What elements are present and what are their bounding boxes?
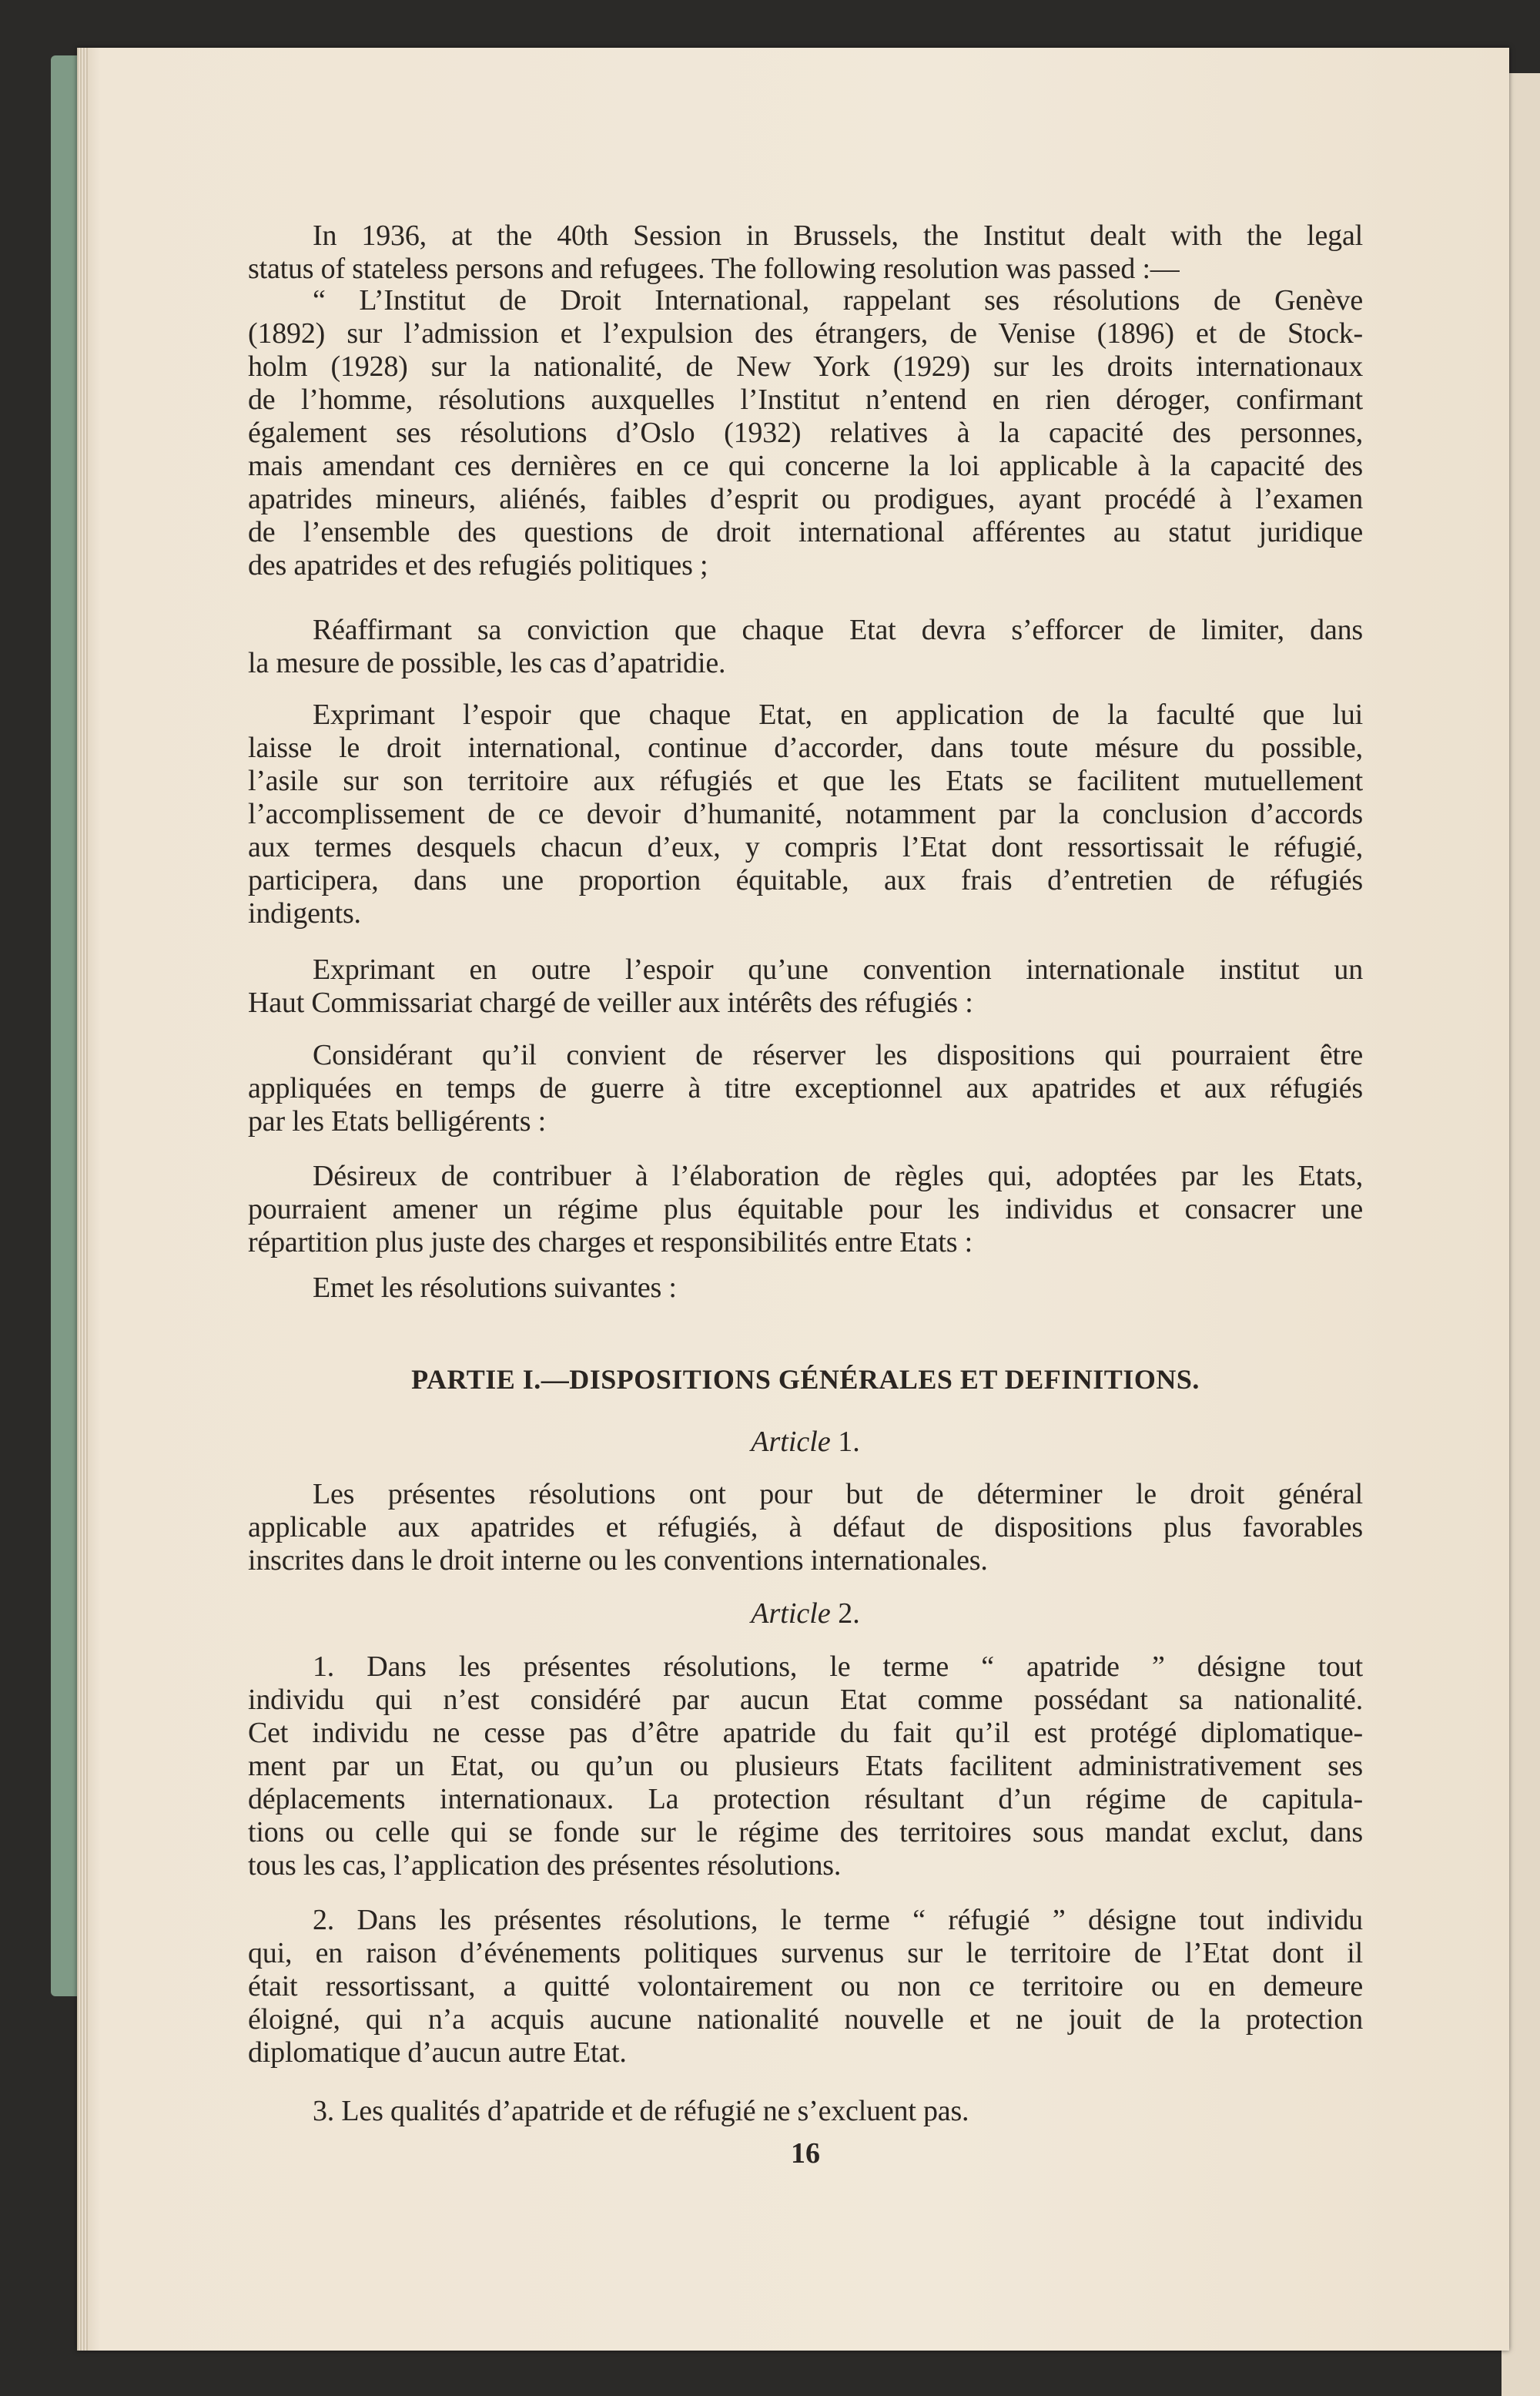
article-2-title [248, 1597, 1363, 1630]
paragraph [248, 1039, 1363, 1138]
paragraph [248, 1650, 1363, 1882]
text-line: Désireux de contribuer à l’élaboration de règles qui, adoptées par les Etats, [313, 1160, 1363, 1192]
text-line: éloigné, qui n’a acquis aucune nationalité nouvelle et ne jouit de la protection [248, 2003, 1363, 2036]
text-line: tous les cas, l’application des présentes résolutions. [248, 1849, 842, 1882]
text-line: status of stateless persons and refugees. The following resolution was passed :— [248, 253, 1180, 285]
text-line: Emet les résolutions suivantes : [313, 1272, 677, 1304]
text-line: indigents. [248, 897, 361, 930]
text-line: par les Etats belligérents : [248, 1105, 546, 1138]
text-line: ment par un Etat, ou qu’un ou plusieurs Etats facilitent administrativement ses [248, 1750, 1363, 1782]
text-line: (1892) sur l’admission et l’expulsion des étrangers, de Venise (1896) et de Stock- [248, 317, 1363, 350]
text-line: des apatrides et des refugiés politiques ; [248, 549, 708, 581]
article-number: 1. [838, 1426, 860, 1458]
paragraph [248, 953, 1363, 1020]
text-line: laisse le droit international, continue d’accorder, dans toute mésure du possible, [248, 732, 1363, 764]
section-heading: PARTIE I.—DISPOSITIONS GÉNÉRALES ET DEFINITIONS. [411, 1364, 1200, 1395]
article-1-title [248, 1425, 1363, 1459]
paragraph [248, 614, 1363, 680]
paragraph [248, 2095, 1363, 2128]
text-line: apatrides mineurs, aliénés, faibles d’esprit ou prodigues, ayant procédé à l’examen [248, 483, 1363, 515]
text-line: Cet individu ne cesse pas d’être apatride du fait qu’il est protégé diplomatique- [248, 1717, 1363, 1749]
paragraph [248, 1160, 1363, 1259]
text-line: aux termes desquels chacun d’eux, y compris l’Etat dont ressortissait le réfugié, [248, 831, 1363, 863]
text-line: l’asile sur son territoire aux réfugiés et que les Etats se facilitent mutuellement [248, 765, 1363, 797]
text-line: In 1936, at the 40th Session in Brussels, the Institut dealt with the legal [313, 219, 1363, 252]
text-line: qui, en raison d’événements politiques survenus sur le territoire de l’Etat dont il [248, 1937, 1363, 1969]
article-label: Article [751, 1426, 831, 1458]
text-line: participera, dans une proportion équitable, aux frais d’entretien de réfugiés [248, 864, 1363, 896]
text-line: holm (1928) sur la nationalité, de New York (1929) sur les droits internationaux [248, 350, 1363, 383]
text-line: de l’homme, résolutions auxquelles l’Institut n’entend en rien déroger, confirmant [248, 384, 1363, 416]
paragraph [248, 1478, 1363, 1577]
text-line: 1. Dans les présentes résolutions, le terme “ apatride ” désigne tout [313, 1650, 1363, 1683]
text-line: individu qui n’est considéré par aucun Etat comme possédant sa nationalité. [248, 1684, 1363, 1716]
paragraph [248, 219, 1363, 286]
text-line: de l’ensemble des questions de droit international afférentes au statut juridique [248, 516, 1363, 548]
text-line: mais amendant ces dernières en ce qui concerne la loi applicable à la capacité des [248, 450, 1363, 482]
text-line: l’accomplissement de ce devoir d’humanité, notamment par la conclusion d’accords [248, 798, 1363, 830]
page-number: 16 [791, 2137, 820, 2170]
article-label: Article [751, 1597, 831, 1630]
text-line: Les présentes résolutions ont pour but de déterminer le droit général [313, 1478, 1363, 1510]
text-line: répartition plus juste des charges et responsibilités entre Etats : [248, 1226, 973, 1258]
text-line: 2. Dans les présentes résolutions, le terme “ réfugié ” désigne tout individu [313, 1904, 1363, 1936]
paragraph [248, 699, 1363, 930]
text-line: la mesure de possible, les cas d’apatridie. [248, 647, 726, 679]
text-line: applicable aux apatrides et réfugiés, à défaut de dispositions plus favorables [248, 1511, 1363, 1543]
text-line: Réaffirmant sa conviction que chaque Etat devra s’efforcer de limiter, dans [313, 614, 1363, 646]
paragraph [248, 1272, 1363, 1305]
text-line: également ses résolutions d’Oslo (1932) relatives à la capacité des personnes, [248, 417, 1363, 449]
page-stack-edge [77, 48, 88, 2351]
text-line: Haut Commissariat chargé de veiller aux intérêts des réfugiés : [248, 987, 973, 1019]
text-line: Exprimant l’espoir que chaque Etat, en application de la faculté que lui [313, 699, 1363, 731]
text-line: diplomatique d’aucun autre Etat. [248, 2036, 627, 2069]
text-line: tions ou celle qui se fonde sur le régime des territoires sous mandat exclut, dans [248, 1816, 1363, 1848]
text-line: 3. Les qualités d’apatride et de réfugié ne s’excluent pas. [313, 2095, 969, 2127]
text-line: “ L’Institut de Droit International, rappelant ses résolutions de Genève [313, 284, 1363, 317]
text-line: inscrites dans le droit interne ou les conventions internationales. [248, 1544, 988, 1577]
paragraph [248, 1904, 1363, 2069]
text-line: était ressortissant, a quitté volontairement ou non ce territoire ou en demeure [248, 1970, 1363, 2002]
paragraph [248, 284, 1363, 582]
text-line: déplacements internationaux. La protection résultant d’un régime de capitula- [248, 1783, 1363, 1815]
text-line: Exprimant en outre l’espoir qu’une convention internationale institut un [313, 953, 1363, 986]
text-line: Considérant qu’il convient de réserver les dispositions qui pourraient être [313, 1039, 1363, 1071]
text-line: appliquées en temps de guerre à titre exceptionnel aux apatrides et aux réfugiés [248, 1072, 1363, 1104]
article-number: 2. [838, 1597, 860, 1630]
text-line: pourraient amener un régime plus équitable pour les individus et consacrer une [248, 1193, 1363, 1225]
